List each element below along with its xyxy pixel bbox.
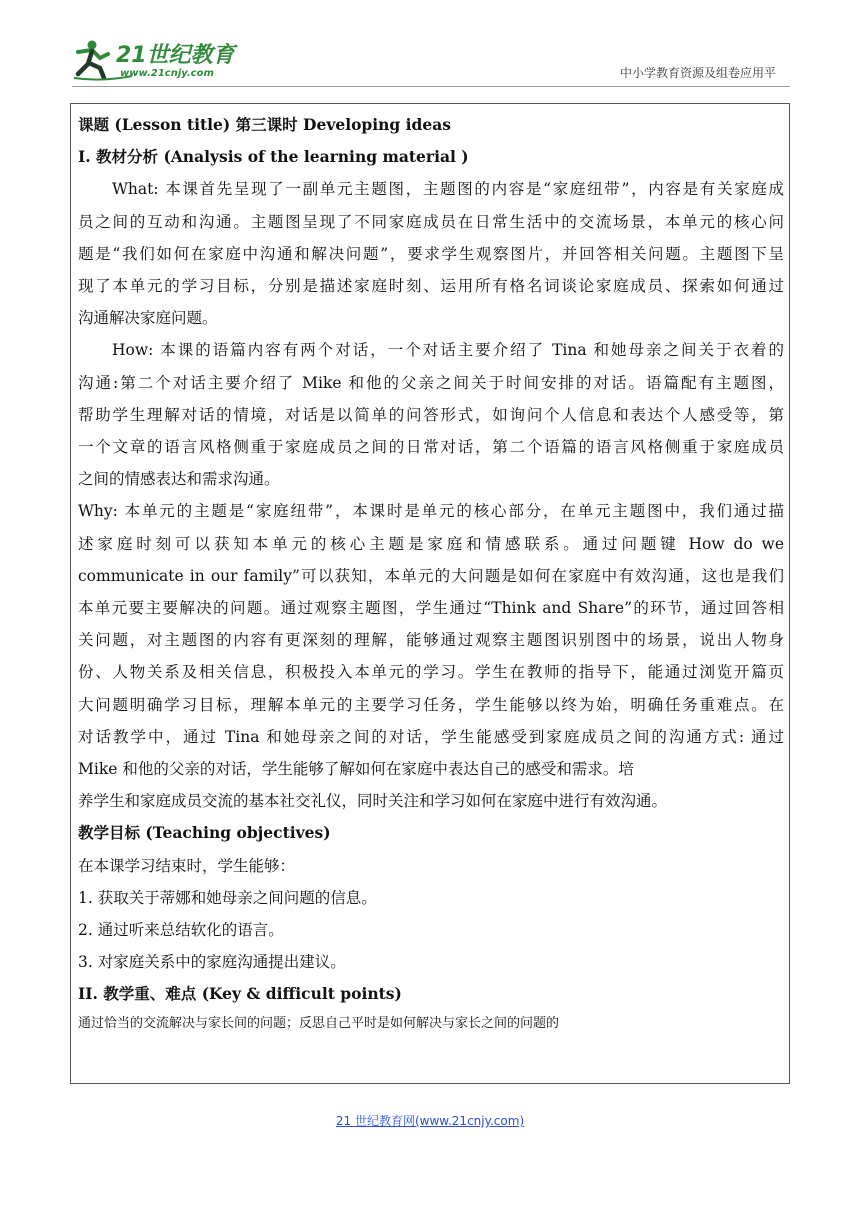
why-line: Why: 本单元的主题是“家庭纽带”，本课时是单元的核心部分，在单元主题图中，我们通过描 <box>78 502 784 521</box>
how-line: How: 本课的语篇内容有两个对话，一个对话主要介绍了 Tina 和她母亲之间关于衣着的 <box>112 341 784 360</box>
what-line: 题是“我们如何在家庭中沟通和解决问题”，要求学生观察图片，并回答相关问题。主题图下呈 <box>78 244 784 263</box>
why-line: 养学生和家庭成员交流的基本社交礼仪，同时关注和学习如何在家庭中进行有效沟通。 <box>78 792 668 811</box>
brand-logo <box>72 38 242 82</box>
why-line: 份、人物关系及相关信息，积极投入本单元的学习。学生在教师的指导下，能通过浏览开篇页 <box>78 663 784 682</box>
objective-item: 2. 通过听来总结软化的语言。 <box>78 921 284 940</box>
objective-item: 1. 获取关于蒂娜和她母亲之间问题的信息。 <box>78 888 377 907</box>
what-line: 员之间的互动和沟通。主题图呈现了不同家庭成员在日常生活中的交流场景，本单元的核心问 <box>78 212 784 231</box>
why-line: Mike 和他的父亲的对话，学生能够了解如何在家庭中表达自己的感受和需求。培 <box>78 760 634 779</box>
why-line: 述家庭时刻可以获知本单元的核心主题是家庭和情感联系。通过问题键 How do we <box>78 534 784 553</box>
what-line: What: 本课首先呈现了一副单元主题图，主题图的内容是“家庭纽带”，内容是有关家庭成 <box>112 180 784 199</box>
why-line: communicate in our family”可以获知，本单元的大问题是如何在家庭中有效沟通，这也是我们 <box>78 566 784 585</box>
footer-site-link[interactable]: 21 世纪教育网(www.21cnjy.com) <box>335 1114 525 1128</box>
why-paragraph <box>78 495 784 817</box>
why-line: 关问题，对主题图的内容有更深刻的理解，能够通过观察主题图识别图中的场景，说出人物身 <box>78 631 784 650</box>
objective-item: 3. 对家庭关系中的家庭沟通提出建议。 <box>78 953 346 972</box>
key-points-text: 通过恰当的交流解决与家长间的问题；反思自己平时是如何解决与家长之间的问题的 <box>78 1015 560 1031</box>
what-paragraph <box>78 173 784 334</box>
logo-url: www.21cnjy.com <box>120 68 214 79</box>
what-line: 现了本单元的学习目标，分别是描述家庭时刻、运用所有格名词谈论家庭成员、探索如何通过 <box>78 277 784 296</box>
lesson-title: 课题 (Lesson title) 第三课时 Developing ideas <box>78 115 452 134</box>
page-header <box>0 0 860 90</box>
how-line: 帮助学生理解对话的情境，对话是以简单的问答形式，如询问个人信息和表达个人感受等，第 <box>78 405 784 424</box>
runner-logo-icon <box>72 38 242 82</box>
logo-title: 21世纪教育 <box>116 43 235 68</box>
how-line: 一个文章的语言风格侧重于家庭成员之间的日常对话，第二个语篇的语言风格侧重于家庭成员 <box>78 438 784 457</box>
section-heading-objectives: 教学目标 (Teaching objectives) <box>78 823 331 843</box>
why-line: 对话教学中，通过 Tina 和她母亲之间的对话，学生能感受到家庭成员之间的沟通方式: 通过 <box>78 727 784 746</box>
page-footer <box>0 1112 860 1129</box>
section-heading-material-analysis: I. 教材分析 (Analysis of the learning material ) <box>78 147 469 167</box>
how-paragraph <box>78 334 784 495</box>
header-platform-text: 中小学教育资源及组卷应用平 <box>619 66 776 80</box>
what-line: 沟通解决家庭问题。 <box>78 309 218 328</box>
objectives-intro: 在本课学习结束时，学生能够： <box>78 856 296 875</box>
how-line: 之间的情感表达和需求沟通。 <box>78 470 280 489</box>
lesson-content <box>78 109 784 1037</box>
why-line: 大问题明确学习目标，理解本单元的主要学习任务，学生能够以终为始，明确任务重难点。在 <box>78 695 784 714</box>
why-line: 本单元要主要解决的问题。通过观察主题图，学生通过“Think and Share”的环节，通过回答相 <box>78 599 784 618</box>
section-heading-key-points: II. 教学重、难点 (Key & difficult points) <box>78 984 402 1004</box>
header-divider <box>72 86 790 87</box>
how-line: 沟通:第二个对话主要介绍了 Mike 和他的父亲之间关于时间安排的对话。语篇配有主题图， <box>78 373 784 392</box>
